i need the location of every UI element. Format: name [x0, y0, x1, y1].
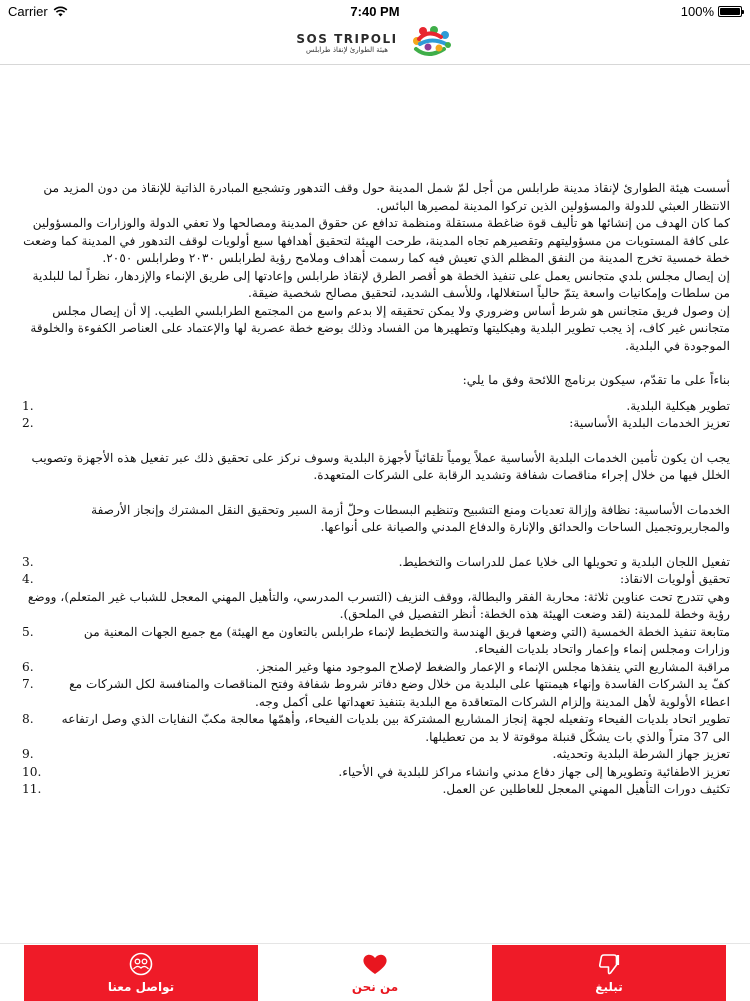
tab-report[interactable]	[492, 945, 726, 1001]
app-header	[0, 22, 750, 65]
list-item-text: مراقبة المشاريع التي ينفذها مجلس الإنماء و الإعمار والضغط لإصلاح الموجود منها وغير المنجز.	[255, 659, 730, 674]
bottom-tab-bar	[0, 943, 750, 1001]
intro-paragraph-1: أسست هيئة الطوارئ لإنقاذ مدينة طرابلس من أجل لمّ شمل المدينة حول وقف التدهور وتشجيع المبادرة الذاتية للإنقاذ من دون المزيد من الانتظار العبثي للدولة والمسؤولين الذين تركوا المدينة لمصيرها البائس.	[43, 181, 730, 213]
intro-paragraph-2: كما كان الهدف من إنشائها هو تأليف قوة ضاغطة مستقلة ومنظمة تدافع عن حقوق المدينة ومصالحها ولا تعفي الدولة والوزارات والمسؤولين على كافة المستويات من مسؤوليتهم وتقصيرهم تجاه المدينة، طرحت الهيئة لتحقيق أهدافها سبع أولويات لوقف التدهور في المدينة كما وضعت خطة خمسية تخرج المدينة من النفق المظلم الذي تعيش فيه كما رسمت أهداف وملامح رؤية لطرابلس ٢٠٣٠ وطرابلس ٢٠٥٠.	[23, 216, 730, 265]
list-item-number: 10.	[22, 764, 42, 779]
tab-contact-us-label: تواصل معنا	[107, 980, 175, 994]
list-item	[20, 711, 730, 746]
list-item-number: 5.	[22, 624, 34, 639]
list-item-text: تعزيز الاطفائية وتطويرها إلى جهاز دفاع مدني وانشاء مراكز للبلدية في الأحياء.	[338, 764, 730, 779]
list-item-text: تطوير اتحاد بلديات الفيحاء وتفعيله لجهة إنجاز المشاريع المشتركة بين بلديات الفيحاء، وأهمّها معالجة مكبّ النفايات الذي وصل ارتفاعه الى 37 متراً والذي بات يشكّل قنبلة موقوتة لا بد من تعطيلها.	[61, 712, 730, 744]
tab-about-us[interactable]	[258, 945, 492, 1001]
tab-report-label: تبليغ	[595, 980, 623, 994]
program-list-a	[20, 398, 730, 433]
list-item	[20, 746, 730, 764]
intro-paragraph-3: إن إيصال مجلس بلدي متجانس يعمل على تنفيذ الخطة هو أقصر الطرق لإنقاذ طرابلس وإعادتها إلى طريق الإنماء والإزدهار، نظراً لما للبلدية من سلطات وإمكانيات واسعة يتمّ حالياً استغلالها، وللأسف الشديد، لتحقيق مصالح شخصية ضيقة.	[32, 268, 730, 300]
sos-logo-icon	[408, 25, 454, 61]
list-item	[20, 554, 730, 572]
list-item-text: تطوير هيكلية البلدية.	[626, 398, 730, 413]
heart-icon	[361, 952, 389, 976]
services-paragraph: يجب ان يكون تأمين الخدمات البلدية الأساسية عملاً يومياً تلقائياً لأجهزة البلدية وسوف نركز على تحقيق ذلك عبر تفعيل هذه الأجهزة وتصويب الخلل فيها من خلال إجراء مناقصات شفافة وتشديد الرقابة على الشركات المتعهدة.	[31, 450, 730, 482]
status-bar	[0, 0, 750, 22]
list-item-number: 6.	[22, 659, 34, 674]
services-list-paragraph: الخدمات الأساسية: نظافة وإزالة تعديات ومنع التشبيح وتنظيم البسطات وحلّ أزمة السير وتحقيق النقل المشترك وإنجاز الأرصفة والمجاريروتجميل الساحات والحدائق والإنارة والدفاع المدني والصيانة على أنواعها.	[91, 502, 730, 534]
list-item	[20, 571, 730, 589]
status-time: 7:40 PM	[350, 3, 400, 19]
program-list-c	[20, 624, 730, 799]
spacer	[20, 433, 730, 450]
spacer	[20, 390, 730, 398]
wifi-icon	[53, 6, 68, 17]
list-item	[20, 764, 730, 782]
spacer	[20, 537, 730, 554]
list-item	[20, 624, 730, 659]
list-item	[20, 659, 730, 677]
list-item-number: 8.	[22, 712, 34, 726]
list-item	[20, 398, 730, 416]
spacer	[20, 485, 730, 502]
list-item	[20, 676, 730, 711]
carrier-label: Carrier	[8, 3, 48, 19]
list-item-number: 2.	[22, 416, 34, 430]
list-item-text: تعزيز جهاز الشرطة البلدية وتحديثه.	[552, 747, 730, 761]
battery-icon	[718, 6, 742, 17]
list-item-number: 7.	[22, 677, 34, 691]
thumbs-down-icon	[595, 952, 623, 976]
brand-title: SOS TRIPOLI	[296, 31, 398, 46]
status-right	[681, 4, 742, 19]
battery-percent: 100%	[680, 3, 714, 19]
list-item-number: 1.	[22, 398, 34, 413]
list-item-number: 4.	[22, 572, 34, 586]
priorities-paragraph: وهي تتدرج تحت عناوين ثلاثة: محاربة الفقر والبطالة، ووقف النزيف (التسرب المدرسي، والتأهيل المهني المعجل للشباب غير المتعلم)، ووضع رؤية وخطة للمدينة (لقد وضعت الهيئة هذه الخطة: أنظر التفصيل في الملحق).	[27, 589, 730, 621]
list-item-text: تحقيق أولويات الانقاذ:	[619, 572, 730, 586]
list-item	[20, 781, 730, 799]
program-list-b	[20, 554, 730, 589]
list-item-text: تعزيز الخدمات البلدية الأساسية:	[569, 416, 730, 430]
list-item-text: متابعة تنفيذ الخطة الخمسية (التي وضعها فريق الهندسة والتخطيط لإنماء طرابلس بالتعاون مع الهيئة) مع جميع الجهات المعنية من وزارات ومجلس إنماء وإعمار واتحاد بلديات الفيحاء.	[83, 624, 730, 656]
list-item-text: كفّ يد الشركات الفاسدة وإنهاء هيمنتها على البلدية من خلال وضع دفاتر شروط شفافة وفتح المناقصات والمنافسة لكل الشركات مع اعطاء الأولوية لأهل المدينة وإلزام الشركات المتعاقدة مع البلدية بتنفيذ تعهداتها على أكمل وجه.	[69, 677, 730, 709]
status-left	[8, 4, 68, 19]
tab-contact-us[interactable]	[24, 945, 258, 1001]
spacer	[20, 355, 730, 372]
tab-about-us-label: من نحن	[351, 980, 399, 994]
list-item-number: 11.	[22, 782, 42, 796]
list-item-text: تكثيف دورات التأهيل المهني المعجل للعاطلين عن العمل.	[442, 782, 730, 796]
list-item-text: تفعيل اللجان البلدية و تحويلها الى خلايا عمل للدراسات والتخطيط.	[398, 554, 730, 569]
brand-text	[296, 33, 397, 54]
list-item-number: 3.	[22, 554, 34, 569]
people-contact-icon	[127, 952, 155, 976]
about-content	[20, 180, 730, 799]
intro-paragraph-4: إن وصول فريق متجانس هو شرط أساس وضروري ولا يمكن تحقيقه إلا بدعم واسع من المجتمع الطرابلسي الطيب. إلا أن إيصال مجلس متجانس غير كاف، إذ يجب تطوير البلدية وهيكليتها وتطهيرها من الفساد وذلك بوضع خطة عصرية لها والإعتماد على العناصر الكفوءة والخلوقة الموجودة في البلدية.	[30, 303, 730, 353]
list-item	[20, 415, 730, 433]
list-item-number: 9.	[22, 747, 34, 761]
program-intro: بناءاً على ما تقدّم، سيكون برنامج اللائحة وفق ما يلي:	[462, 373, 730, 387]
brand-subtitle: هيئة الطوارئ لإنقاذ طرابلس	[306, 45, 388, 54]
battery-fill	[720, 8, 740, 15]
